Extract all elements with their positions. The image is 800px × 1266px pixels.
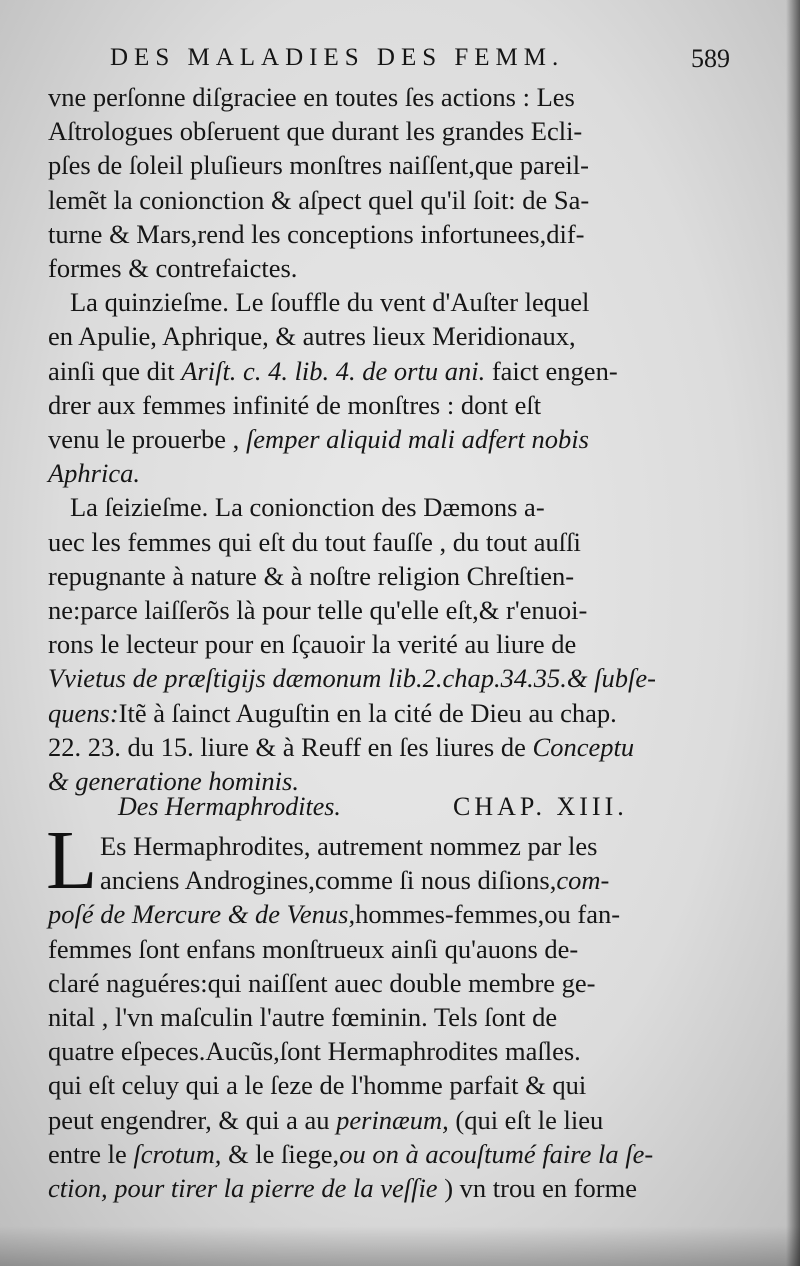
text-line [48, 966, 738, 1000]
roman-segment: anciens Androgines,comme ſi nous diſions, [100, 865, 557, 896]
text-line [48, 251, 738, 285]
chapter-title: Des Hermaphrodites. [118, 792, 341, 821]
italic-segment: ou on à acouſtumé faire la ſe- [339, 1138, 654, 1169]
text-line [48, 730, 738, 764]
roman-segment: en Apulie, Aphrique, & autres lieux Meridionaux, [48, 321, 576, 352]
text-line [48, 661, 738, 695]
roman-segment: claré naguéres:qui naiſſent auec double membre ge- [48, 967, 596, 998]
text-line [48, 1000, 738, 1034]
page-number: 589 [691, 44, 730, 73]
text-line [48, 114, 738, 148]
text-line [48, 525, 738, 559]
text-line [48, 319, 738, 353]
text-line [48, 217, 738, 251]
text-line [70, 285, 738, 319]
text-line [48, 593, 738, 627]
roman-segment: (qui eſt le lieu [448, 1104, 604, 1135]
text-line [48, 354, 738, 388]
text-line [48, 1068, 738, 1102]
text-line [48, 148, 738, 182]
chapter-heading [118, 790, 738, 824]
text-line [48, 1034, 738, 1068]
roman-segment: La quinzieſme. Le ſouffle du vent d'Auſter lequel [70, 287, 590, 318]
text-line [48, 932, 738, 966]
roman-segment: formes & contrefaictes. [48, 253, 298, 283]
roman-segment: faict engen- [485, 355, 618, 386]
text-line [48, 1103, 738, 1137]
roman-segment: La ſeizieſme. La conionction des Dæmons a- [70, 492, 545, 523]
roman-segment: pſes de ſoleil pluſieurs monſtres naiſſent,que pareil- [48, 150, 589, 181]
text-line [48, 1137, 738, 1171]
italic-segment: quens: [48, 697, 119, 728]
roman-segment: turne & Mars,rend les conceptions infortunees,dif- [48, 218, 585, 249]
italic-segment: com- [556, 865, 610, 896]
roman-segment: Es Hermaphrodites, autrement nommez par les [100, 831, 598, 861]
roman-segment: femmes ſont enfans monſtrueux ainſi qu'auons de- [48, 933, 579, 964]
text-line [100, 829, 738, 863]
roman-segment: nital , l'vn maſculin l'autre fœminin. Tels ſont de [48, 1002, 558, 1032]
italic-segment: & generatione hominis. [48, 766, 299, 796]
roman-segment: uec les femmes qui eſt du tout fauſſe , du tout auſſi [48, 526, 581, 557]
drop-cap: L [46, 814, 98, 907]
text-line [70, 490, 738, 524]
roman-segment: drer aux femmes infinité de monſtres : dont eſt [48, 389, 542, 420]
italic-segment: Ariſt. c. 4. lib. 4. de ortu ani. [181, 355, 486, 386]
roman-segment: venu le prouerbe , [48, 424, 246, 454]
italic-segment: perinæum, [336, 1104, 449, 1135]
chapter-number: CHAP. XIII. [453, 792, 628, 821]
text-line [100, 863, 738, 897]
roman-segment: lemẽt la conionction & aſpect quel qu'il ſoit: de Sa- [48, 184, 590, 215]
text-line [48, 422, 738, 456]
roman-segment: repugnante à nature & à noſtre religion Chreſtien- [48, 560, 575, 591]
italic-segment: poſé de Mercure & de Venus, [48, 899, 356, 930]
running-head: DES MALADIES DES FEMM. [110, 44, 565, 71]
text-line [48, 897, 738, 931]
italic-segment: ſemper aliquid mali adfert nobis [245, 424, 589, 454]
roman-segment: Aſtrologues obſeruent que durant les grandes Ecli- [48, 116, 583, 147]
roman-segment: quatre eſpeces.Aucũs,ſont Hermaphrodites maſles. [48, 1036, 581, 1067]
roman-segment: peut engendrer, & qui a au [48, 1104, 337, 1135]
roman-segment: ne:parce laiſſerõs là pour telle qu'elle eſt,& r'enuoi- [48, 595, 588, 625]
italic-segment: ction, pour tirer la pierre de la veſſie [48, 1173, 438, 1203]
roman-segment: & le ſiege, [221, 1138, 340, 1169]
roman-segment: 22. 23. du 15. liure & à Reuff en ſes liures de [48, 731, 533, 762]
roman-segment: qui eſt celuy qui a le ſeze de l'homme parfait & qui [48, 1070, 587, 1101]
page-bottom-shadow [0, 1226, 800, 1266]
text-line [48, 183, 738, 217]
roman-segment: hommes-femmes,ou fan- [355, 899, 621, 930]
page-edge-shadow [786, 0, 800, 1266]
roman-segment: ) vn trou en forme [437, 1173, 638, 1203]
roman-segment: ainſi que dit [48, 355, 182, 386]
roman-segment: vne perſonne diſgraciee en toutes ſes actions : Les [48, 82, 575, 112]
italic-segment: Aphrica. [48, 458, 140, 489]
italic-segment: Vvietus de præſtigijs dæmonum lib.2.chap.34.35.& ſubſe- [48, 663, 656, 694]
roman-segment: entre le [48, 1138, 134, 1169]
roman-segment: Itẽ à ſainct Auguſtin en la cité de Dieu au chap. [118, 697, 617, 728]
text-line [48, 456, 738, 490]
text-line [48, 1171, 738, 1205]
italic-segment: Conceptu [532, 731, 635, 762]
page-header [110, 44, 730, 78]
roman-segment: rons le lecteur pour en ſçauoir la verité au liure de [48, 629, 577, 660]
text-line [48, 696, 738, 730]
text-line [48, 80, 738, 114]
text-line [48, 559, 738, 593]
text-line [48, 388, 738, 422]
text-line [48, 627, 738, 661]
italic-segment: ſcrotum, [133, 1138, 222, 1169]
